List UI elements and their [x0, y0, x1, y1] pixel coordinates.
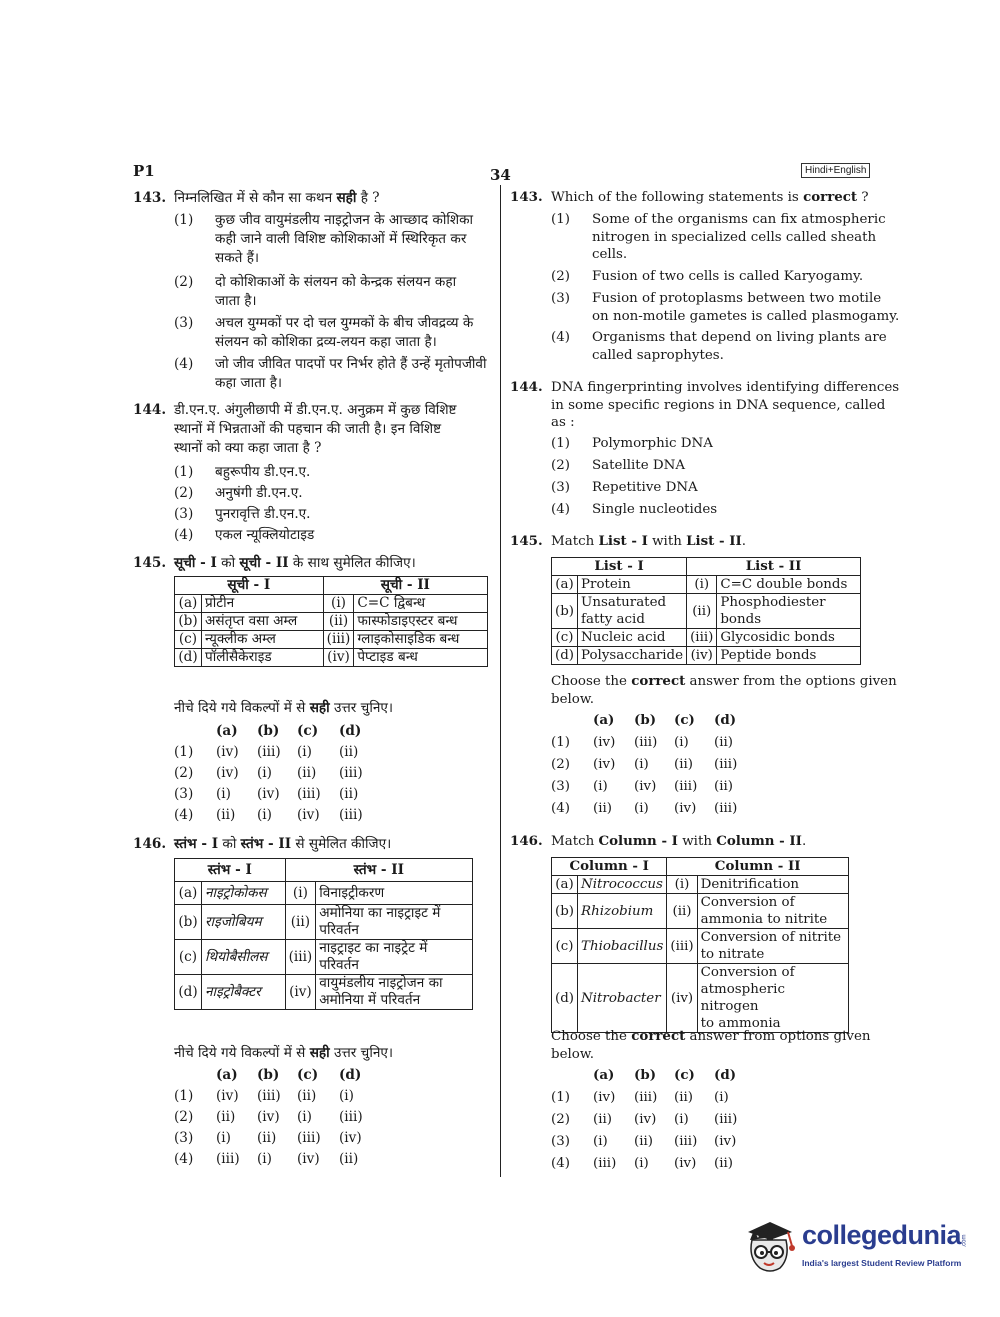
- brand-tagline: India's largest Student Review Platform: [802, 1258, 962, 1268]
- question-text: DNA fingerprinting involves identifying differences in some specific regions in DNA sequence, called as :: [551, 380, 900, 430]
- table-row: (d) पॉलीसैकेराइड (iv) पेप्टाइड बन्ध: [175, 649, 488, 667]
- page-number: 34: [490, 166, 511, 184]
- collegedunia-logo[interactable]: [740, 1210, 970, 1280]
- question-text: Match Column - I with Column - II.: [551, 833, 807, 849]
- table-row: (c) Nucleic acid (iii) Glycosidic bonds: [552, 629, 861, 647]
- instruction: Choose the correct answer from options given below.: [551, 1028, 871, 1062]
- table-row: (b) Unsaturated fatty acid (ii) Phosphodiester bonds: [552, 594, 861, 629]
- table-row: (b) राइजोबियम (ii) अमोनिया का नाइट्राइट में परिवर्तन: [175, 905, 473, 940]
- table-row: (d) Nitrobacter (iv) Conversion of atmospheric nitrogen to ammonia: [552, 964, 849, 1033]
- match-table-146-en: Column - I Column - II (a) Nitrococcus (i) Denitrification (b) Rhizobium (ii) Conversion of ammonia to nitrite (c) Thiobacillus (iii) Conversion of nitrite to nitrate (d) Nitrobacter (iv) Conversion of atmospheric nitrogen to ammonia: [551, 857, 849, 1033]
- brand-name: collegedunia: [802, 1220, 962, 1250]
- question-text: Match List - I with List - II.: [551, 533, 747, 549]
- table-row: (a) प्रोटीन (i) C=C द्विबन्ध: [175, 595, 488, 613]
- table-row: (d) नाइट्रोबैक्टर (iv) वायुमंडलीय नाइट्रोजन का अमोनिया में परिवर्तन: [175, 975, 473, 1010]
- table-row: (c) Thiobacillus (iii) Conversion of nitrite to nitrate: [552, 929, 849, 964]
- english-column: 143. Which of the following statements is correct ? (1) Some of the organisms can fix atmospheric nitrogen in specialized cells called sheath cells. (2) Fusion of two cells is called Karyogamy. (3) Fusion of protoplasms between two motile on non-motile gametes is called plasmogamy. (4) Organisms that depend on living plants are called saprophytes. 144. DNA fingerprinting involves identifying differences in some specific regions in DNA sequence, called as : (1) Polymorphic DNA (2) Satellite DNA (3) Repetitive DNA (4) Single nucleotides 145. Match List - I with List - II. List - I List - II (a) Protein (i) C=C double bonds (b) Unsaturated fatty acid (ii) Phosphodiester bonds (c) Nucleic acid (iii) Glycosidic bonds (d) Polysaccharide (iv) Peptide bonds Choose the correct answer from the options given below. (a) (b) (c) (d) (1) (iv) (iii) (i) (ii) (2) (iv) (i) (ii) (iii) (3) (i) (iv) (iii) (ii) (4) (ii) (i) (iv) (iii) 146. Match Column - I with Column - II. Column - I Column - II (a) Nitrococcus (i) Denitrification (b) Rhizobium (ii) Conversion of ammonia to nitrite (c) Thiobacillus (iii) Conversion of nitrite to nitrate (d) Nitrobacter (iv) Conversion of atmospheric nitrogen to ammonia Choose the correct answer from options given below. (a) (b) (c) (d) (1) (iv) (iii) (ii) (i) (2) (ii) (iv) (i) (iii) (3) (i) (ii) (iii) (iv) (4) (iii) (i) (iv) (ii): [510, 189, 900, 1171]
- column-divider: [500, 185, 501, 1177]
- table-row: (a) Nitrococcus (i) Denitrification: [552, 876, 849, 894]
- instruction: नीचे दिये गये विकल्पों में से सही उत्तर चुनिए।: [174, 1045, 394, 1061]
- hindi-column: 143. निम्नलिखित में से कौन सा कथन सही है ? (1) कुछ जीव वायुमंडलीय नाइट्रोजन के आच्छाद कोशिका कही जाने वाली विशिष्ट कोशिकाओं में स्थिरिकृत कर सकते हैं। (2) दो कोशिकाओं के संलयन को केन्द्रक संलयन कहा जाता है। (3) अचल युग्मकों पर दो चल युग्मकों के बीच जीवद्रव्य के संलयन को कोशिका द्रव्य-लयन कहा जाता है। (4) जो जीव जीवित पादपों पर निर्भर होते हैं उन्हें मृतोपजीवी कहा जाता है। 144. डी.एन.ए. अंगुलीछापी में डी.एन.ए. अनुक्रम में कुछ विशिष्ट स्थानों में भिन्नताओं की पहचान की जाती है। इन विशिष्ट स्थानों को क्या कहा जाता है ? (1) बहुरूपीय डी.एन.ए. (2) अनुषंगी डी.एन.ए. (3) पुनरावृत्ति डी.एन.ए. (4) एकल न्यूक्लियोटाइड 145. सूची - I को सूची - II के साथ सुमेलित कीजिए। सूची - I सूची - II (a) प्रोटीन (i) C=C द्विबन्ध (b) असंतृप्त वसा अम्ल (ii) फास्फोडाइएस्टर बन्ध (c) न्यूक्लीक अम्ल (iii) ग्लाइकोसाइडिक बन्ध (d) पॉलीसैकेराइड (iv) पेप्टाइड बन्ध नीचे दिये गये विकल्पों में से सही उत्तर चुनिए। (a) (b) (c) (d) (1) (iv) (iii) (i) (ii) (2) (iv) (i) (ii) (iii) (3) (i) (iv) (iii) (ii) (4) (ii) (i) (iv) (iii) 146. स्तंभ - I को स्तंभ - II से सुमेलित कीजिए। स्तंभ - I स्तंभ - II (a) नाइट्रोकोकस (i) विनाइट्रीकरण (b) राइजोबियम (ii) अमोनिया का नाइट्राइट में परिवर्तन (c) थियोबैसीलस (iii) नाइट्राइट का नाइट्रेट में परिवर्तन (d) नाइट्रोबैक्टर (iv) वायुमंडलीय नाइट्रोजन का अमोनिया में परिवर्तन नीचे दिये गये विकल्पों में से सही उत्तर चुनिए। (a) (b) (c) (d) (1) (iv) (iii) (ii) (i) (2) (ii) (iv) (i) (iii) (3) (i) (ii) (iii) (iv) (4) (iii) (i) (iv) (ii): [133, 190, 487, 1167]
- match-table-145-hi: सूची - I सूची - II (a) प्रोटीन (i) C=C द्विबन्ध (b) असंतृप्त वसा अम्ल (ii) फास्फोडाइएस्टर बन्ध (c) न्यूक्लीक अम्ल (iii) ग्लाइकोसाइडिक बन्ध (d) पॉलीसैकेराइड (iv) पेप्टाइड बन्ध: [174, 576, 488, 667]
- table-row: (b) असंतृप्त वसा अम्ल (ii) फास्फोडाइएस्टर बन्ध: [175, 613, 488, 631]
- question-text: स्तंभ - I को स्तंभ - II से सुमेलित कीजिए।: [174, 836, 392, 852]
- question-text: सूची - I को सूची - II के साथ सुमेलित कीजिए।: [174, 555, 416, 571]
- question-text: Which of the following statements is correct ?: [551, 189, 869, 205]
- match-table-145-en: List - I List - II (a) Protein (i) C=C double bonds (b) Unsaturated fatty acid (ii) Phosphodiester bonds (c) Nucleic acid (iii) Glycosidic bonds (d) Polysaccharide (iv) Peptide bonds: [551, 557, 861, 665]
- table-row: (b) Rhizobium (ii) Conversion of ammonia to nitrite: [552, 894, 849, 929]
- mascot-icon: [740, 1210, 800, 1280]
- language-badge: Hindi+English: [801, 163, 870, 178]
- question-text: डी.एन.ए. अंगुलीछापी में डी.एन.ए. अनुक्रम में कुछ विशिष्ट स्थानों में भिन्नताओं की पहचान की जाती है। इन विशिष्ट स्थानों को क्या कहा जाता है ?: [174, 402, 457, 456]
- table-row: (c) थियोबैसीलस (iii) नाइट्राइट का नाइट्रेट में परिवर्तन: [175, 940, 473, 975]
- match-table-146-hi: स्तंभ - I स्तंभ - II (a) नाइट्रोकोकस (i) विनाइट्रीकरण (b) राइजोबियम (ii) अमोनिया का नाइट्राइट में परिवर्तन (c) थियोबैसीलस (iii) नाइट्राइट का नाइट्रेट में परिवर्तन (d) नाइट्रोबैक्टर (iv) वायुमंडलीय नाइट्रोजन का अमोनिया में परिवर्तन: [174, 858, 473, 1010]
- table-row: (a) नाइट्रोकोकस (i) विनाइट्रीकरण: [175, 882, 473, 905]
- instruction: नीचे दिये गये विकल्पों में से सही उत्तर चुनिए।: [174, 700, 394, 716]
- paper-code: P1: [133, 162, 155, 180]
- table-row: (d) Polysaccharide (iv) Peptide bonds: [552, 647, 861, 665]
- brand-tld: .com: [961, 1234, 968, 1248]
- question-number: 143.: [133, 190, 167, 206]
- question-text: निम्नलिखित में से कौन सा कथन सही है ?: [174, 190, 380, 206]
- instruction: Choose the correct answer from the options given below.: [551, 673, 897, 707]
- table-row: (c) न्यूक्लीक अम्ल (iii) ग्लाइकोसाइडिक बन्ध: [175, 631, 488, 649]
- table-row: (a) Protein (i) C=C double bonds: [552, 576, 861, 594]
